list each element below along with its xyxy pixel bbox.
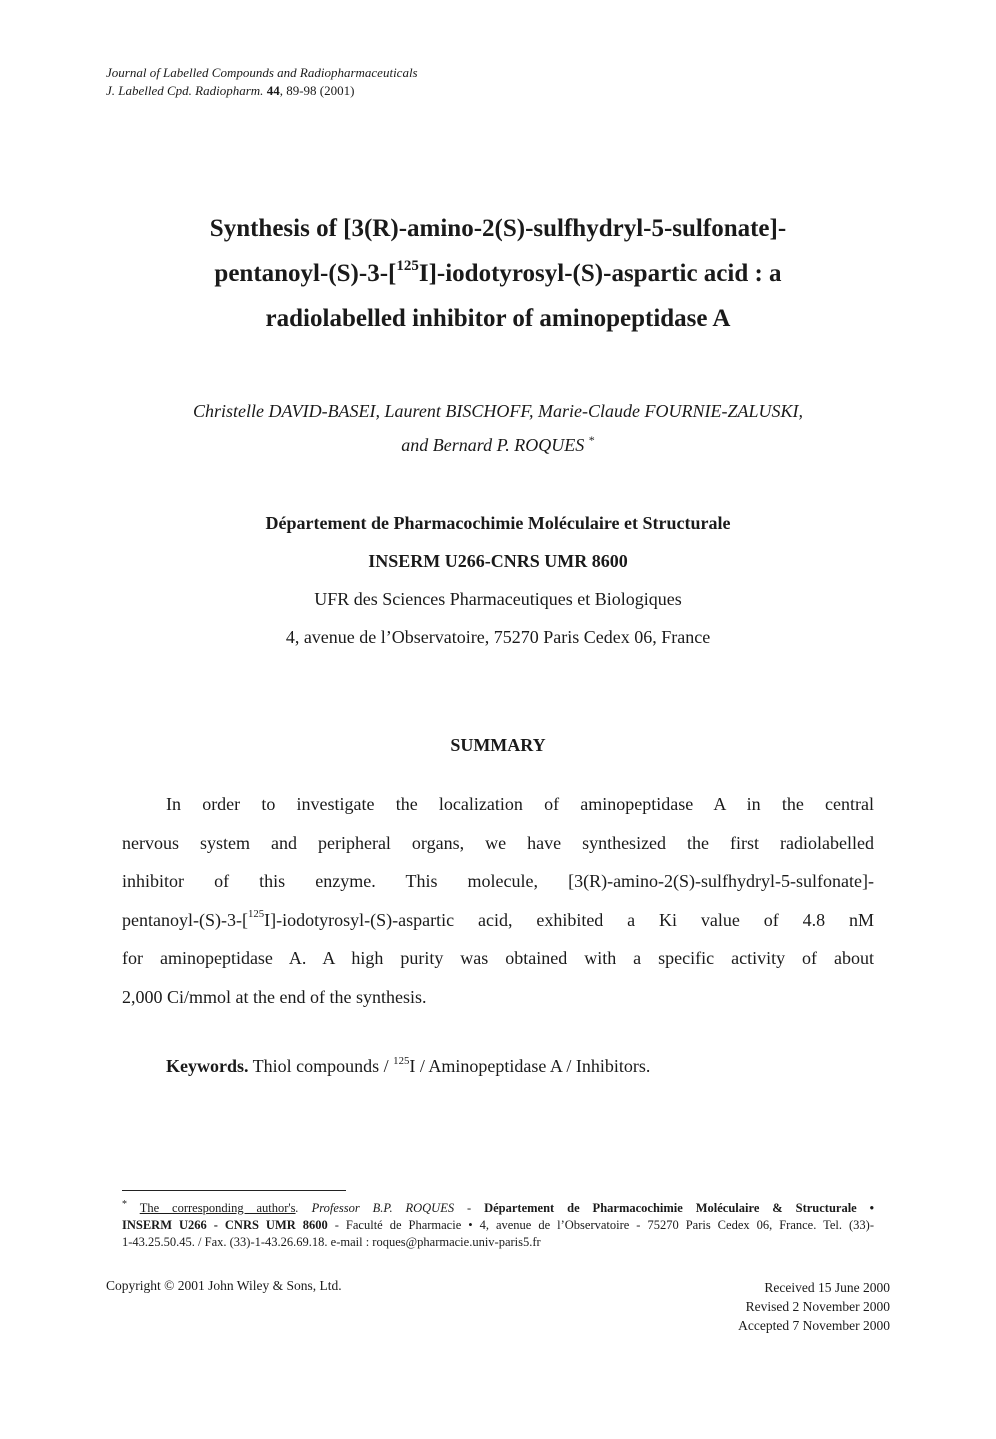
journal-volume: 44 (266, 83, 280, 98)
footnote-star: * (122, 1198, 127, 1210)
summary-heading: SUMMARY (450, 735, 546, 755)
affiliation-unit: INSERM U266-CNRS UMR 8600 (368, 551, 628, 571)
paper-title (120, 206, 876, 341)
footnote-author: . Professor B.P. ROQUES - (295, 1201, 485, 1215)
footnote-line-1 (122, 1200, 874, 1217)
affiliation (100, 504, 896, 656)
footnote-link: The corresponding author's (139, 1201, 296, 1215)
authors-line-2 (100, 428, 896, 462)
journal-citation (106, 82, 418, 100)
summary-isotope-superscript: 125 (247, 908, 265, 921)
keywords-post: I / Aminopeptidase A / Inhibitors. (409, 1056, 651, 1076)
journal-header (106, 64, 418, 100)
footnote-line-3: 1-43.25.50.45. / Fax. (33)-1-43.26.69.18. e-mail : roques@pharmacie.univ-paris5.fr (122, 1235, 541, 1249)
summary-body (122, 785, 874, 1016)
journal-abbrev: J. Labelled Cpd. Radiopharm. (106, 83, 264, 98)
summary-line-3: inhibitor of this enzyme. This molecule, [3(R)-amino-2(S)-sulfhydryl-5-sulfonate]- (122, 871, 874, 891)
affiliation-ufr: UFR des Sciences Pharmaceutiques et Biologiques (314, 589, 682, 609)
summary-line-1: In order to investigate the localization of aminopeptidase A in the central (166, 794, 874, 814)
title-line-2 (120, 251, 876, 296)
summary-line-4-pre: pentanoyl-(S)-3-[ (122, 909, 248, 930)
date-received: Received 15 June 2000 (764, 1280, 890, 1295)
date-accepted: Accepted 7 November 2000 (738, 1318, 890, 1333)
journal-name: Journal of Labelled Compounds and Radiopharmaceuticals (106, 65, 418, 80)
authors-line-1: Christelle DAVID-BASEI, Laurent BISCHOFF, Marie-Claude FOURNIE-ZALUSKI, (192, 401, 804, 421)
footnote-line-2 (122, 1217, 874, 1234)
corresponding-author-star: * (588, 433, 595, 447)
journal-pages-year: , 89-98 (2001) (279, 83, 355, 98)
title-isotope-superscript: 125 (396, 258, 419, 275)
footnote-unit: INSERM U266 - CNRS UMR 8600 (122, 1218, 328, 1232)
keywords-label: Keywords. (166, 1056, 249, 1076)
footnote-address: - Faculté de Pharmacie • 4, avenue de l’Observatoire - 75270 Paris Cedex 06, France. Tel. (33)- (327, 1218, 874, 1232)
author-list (100, 394, 896, 462)
keywords-isotope-superscript: 125 (393, 1054, 410, 1067)
footnote-divider (122, 1190, 346, 1191)
title-line-2-pre: pentanoyl-(S)-3-[ (214, 260, 397, 287)
footnote (122, 1200, 874, 1251)
summary-line-4-post: I]-iodotyrosyl-(S)-aspartic acid, exhibited a Ki value of 4.8 nM (264, 909, 874, 930)
authors-line-2-text: and Bernard P. ROQUES (401, 435, 585, 455)
publication-dates (738, 1278, 890, 1335)
title-line-1: Synthesis of [3(R)-amino-2(S)-sulfhydryl-5-sulfonate]- (209, 215, 787, 242)
title-line-2-post: I]-iodotyrosyl-(S)-aspartic acid : a (418, 260, 782, 287)
affiliation-address: 4, avenue de l’Observatoire, 75270 Paris Cedex 06, France (285, 627, 711, 647)
summary-line-4 (122, 901, 874, 940)
title-line-3: radiolabelled inhibitor of aminopeptidase A (265, 305, 731, 332)
date-revised: Revised 2 November 2000 (745, 1299, 890, 1314)
summary-line-2: nervous system and peripheral organs, we have synthesized the first radiolabelled (122, 832, 874, 853)
summary-line-5: for aminopeptidase A. A high purity was obtained with a specific activity of about (122, 948, 874, 968)
copyright: Copyright © 2001 John Wiley & Sons, Ltd. (106, 1278, 342, 1293)
footnote-department: Département de Pharmacochimie Moléculaire & Structurale • (484, 1201, 875, 1215)
keywords-pre: Thiol compounds / (248, 1056, 394, 1076)
keywords (166, 1051, 650, 1081)
affiliation-department: Département de Pharmacochimie Moléculaire et Structurale (265, 513, 731, 533)
summary-line-6: 2,000 Ci/mmol at the end of the synthesis. (122, 986, 427, 1007)
